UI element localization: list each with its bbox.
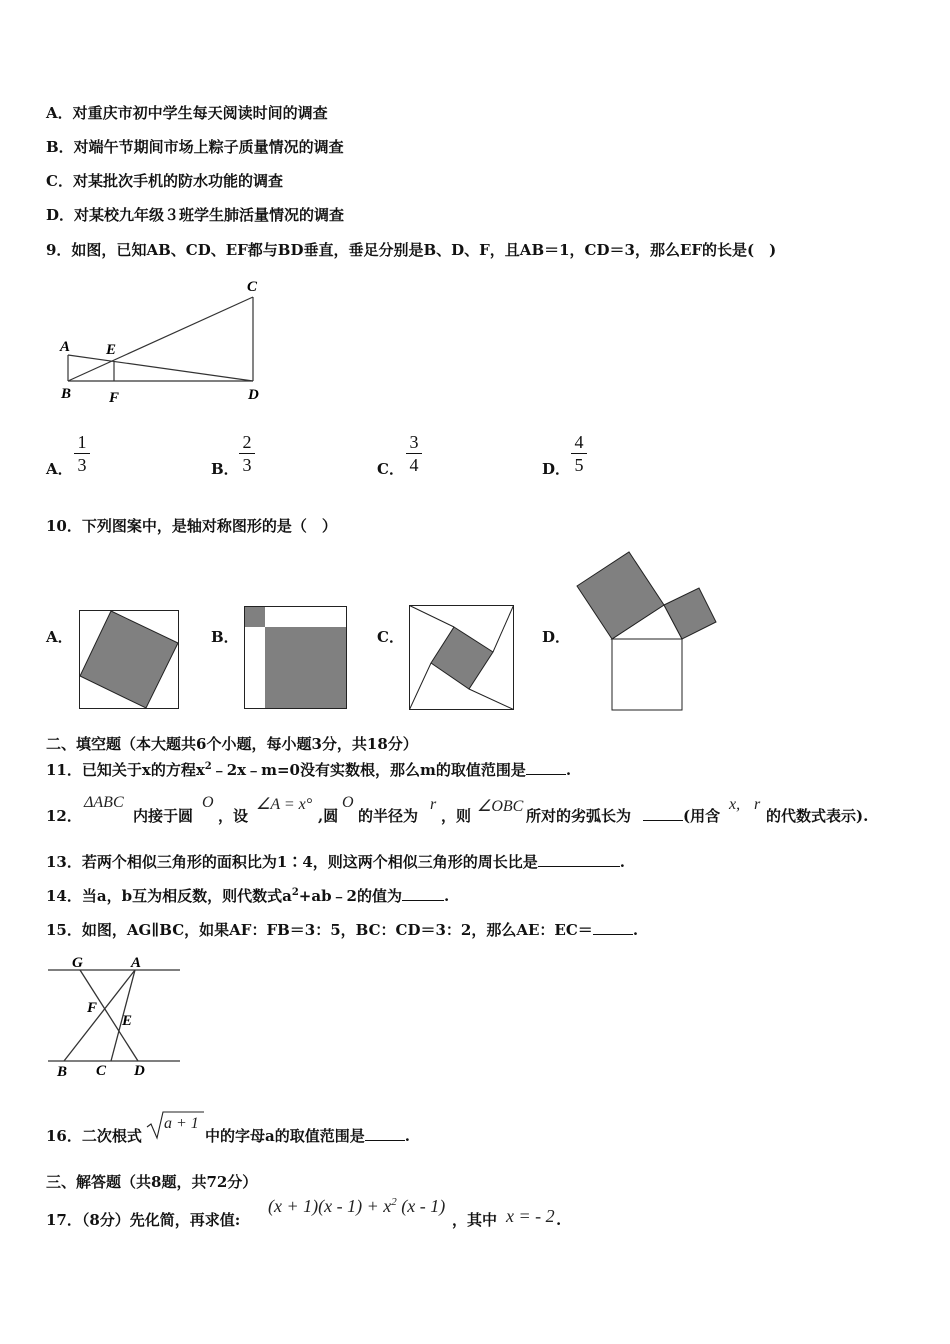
q8-option-d: D．对某校九年级３班学生肺活量情况的调查	[46, 206, 345, 224]
q17-exponent: 2	[391, 1196, 397, 1208]
q13-period: .	[619, 853, 625, 871]
q9-option-a-label: A．	[46, 460, 73, 478]
q14-period: .	[444, 887, 450, 905]
q15-label-a: A	[131, 955, 142, 971]
q9-option-c-fraction	[404, 431, 424, 476]
q8-option-c: C．对某批次手机的防水功能的调查	[46, 172, 283, 190]
q12-math-triangle: ΔABC	[84, 794, 124, 811]
q9-figure	[50, 275, 280, 410]
q16-radicand: a + 1	[164, 1115, 199, 1132]
q9-label-b: B	[61, 386, 72, 402]
q9-option-a-fraction	[72, 431, 92, 476]
q9-label-a: A	[60, 339, 71, 355]
q12-answer-blank	[643, 806, 683, 821]
q16-answer-blank	[365, 1126, 405, 1141]
q15-label-e: E	[122, 1013, 133, 1029]
q12-math-x: x,	[729, 796, 741, 813]
q12-math-r1: r	[430, 796, 437, 813]
fraction-denominator: 3	[242, 455, 252, 475]
q11	[46, 760, 571, 780]
q10-stem: 10．下列图案中，是轴对称图形的是（ ）	[46, 517, 337, 535]
q15-label-g: G	[72, 955, 83, 971]
q9-option-d-label: D．	[542, 460, 571, 478]
q10-option-b-label: B．	[211, 628, 239, 646]
q12-math-angle-a: ∠A = x°	[256, 796, 313, 813]
q12-text-3: ,圆	[318, 807, 339, 825]
q12-text-5: ，则	[441, 807, 472, 825]
q9-option-b-fraction	[237, 431, 257, 476]
q9-label-f: F	[109, 390, 120, 406]
q14-text-pre: 14．当a，b互为相反数，则代数式a	[46, 887, 292, 905]
section2-heading: 二、填空题（本大题共6个小题，每小题3分，共18分）	[46, 735, 418, 753]
q10-figure-b	[244, 606, 348, 710]
q12-math-angle-obc: ∠OBC	[477, 798, 524, 815]
q8-option-b: B．对端午节期间市场上粽子质量情况的调查	[46, 138, 344, 156]
q15-text: 15．如图，AG∥BC，如果AF：FB＝3：5，BC：CD＝3：2，那么AE：EC＝	[46, 921, 593, 939]
fraction-numerator: 2	[242, 432, 252, 452]
q13-answer-blank	[538, 852, 620, 867]
q12-text-4: 的半径为	[358, 807, 419, 825]
q8-option-a: A．对重庆市初中学生每天阅读时间的调查	[46, 104, 328, 122]
q14-exponent: 2	[291, 887, 299, 898]
q15-label-d: D	[134, 1063, 145, 1079]
q10-option-d-label: D．	[542, 628, 571, 646]
q11-text-pre: 11．已知关于x的方程x	[46, 761, 205, 779]
q17-value: x = - 2	[506, 1206, 555, 1226]
q9-option-d-fraction	[569, 431, 589, 476]
q12-text-1: 内接于圆	[133, 807, 194, 825]
q17-expression	[268, 1196, 445, 1217]
fraction-numerator: 4	[574, 432, 584, 452]
q12-math-r2: r	[754, 796, 761, 813]
q15-period: .	[632, 921, 639, 939]
q9-option-b-label: B．	[211, 460, 239, 478]
q16-period: .	[404, 1127, 410, 1145]
q16-text-post: 中的字母a的取值范围是	[205, 1127, 365, 1145]
q15-label-b: B	[57, 1064, 68, 1080]
q13-text: 13．若两个相似三角形的面积比为1∶4，则这两个相似三角形的周长比是	[46, 853, 538, 871]
q12-number: 12．	[46, 807, 82, 825]
q10-figure-a	[79, 610, 180, 710]
q15-answer-blank	[593, 920, 633, 935]
q17-period: .	[556, 1211, 562, 1229]
q12-text-7: (用含	[683, 807, 721, 825]
fraction-numerator: 3	[409, 432, 419, 452]
q10-figure-d	[572, 548, 722, 713]
fraction-numerator: 1	[77, 432, 87, 452]
fraction-denominator: 4	[409, 455, 419, 475]
q9-label-d: D	[248, 387, 259, 403]
q15-label-f: F	[87, 1000, 98, 1016]
q10-option-a-label: A．	[46, 628, 73, 646]
q14	[46, 886, 449, 906]
q17-expression-part1: (x + 1)(x - 1) + x	[268, 1196, 392, 1216]
fraction-denominator: 5	[574, 455, 584, 475]
q12-text-2: ，设	[218, 807, 249, 825]
q9-label-c: C	[247, 279, 258, 295]
q10-option-c-label: C．	[377, 628, 404, 646]
q9-stem: 9．如图，已知AB、CD、EF都与BD垂直，垂足分别是B、D、F，且AB＝1，CD＝3，那么EF的长是( )	[46, 241, 777, 259]
q17-text-mid: ，其中	[452, 1211, 498, 1229]
q12-text-6: 所对的劣弧长为	[526, 807, 632, 825]
q14-text-post: +ab﹣2的值为	[298, 887, 402, 905]
q11-text-post: ﹣2x﹣m=0没有实数根，那么m的取值范围是	[211, 761, 526, 779]
q15	[46, 920, 638, 940]
section3-heading: 三、解答题（共8题，共72分）	[46, 1173, 258, 1191]
q15-label-c: C	[96, 1063, 107, 1079]
q12-math-o1: O	[202, 794, 214, 811]
q17-text-pre: 17．（8分）先化简，再求值:	[46, 1211, 241, 1229]
q15-figure	[45, 950, 185, 1082]
q13	[46, 852, 625, 872]
q12-math-o2: O	[342, 794, 354, 811]
q11-exponent: 2	[204, 761, 212, 772]
q11-answer-blank	[526, 760, 566, 775]
q11-period: .	[565, 761, 572, 779]
q16	[205, 1126, 410, 1146]
q10-figure-c	[409, 605, 515, 711]
q14-answer-blank	[402, 886, 444, 901]
q16-text-pre: 16．二次根式	[46, 1127, 142, 1145]
q12-text-8: 的代数式表示).	[766, 807, 869, 825]
q9-label-e: E	[106, 342, 117, 358]
fraction-denominator: 3	[77, 455, 87, 475]
q9-option-c-label: C．	[377, 460, 404, 478]
q17-expression-part2: (x - 1)	[401, 1196, 446, 1216]
